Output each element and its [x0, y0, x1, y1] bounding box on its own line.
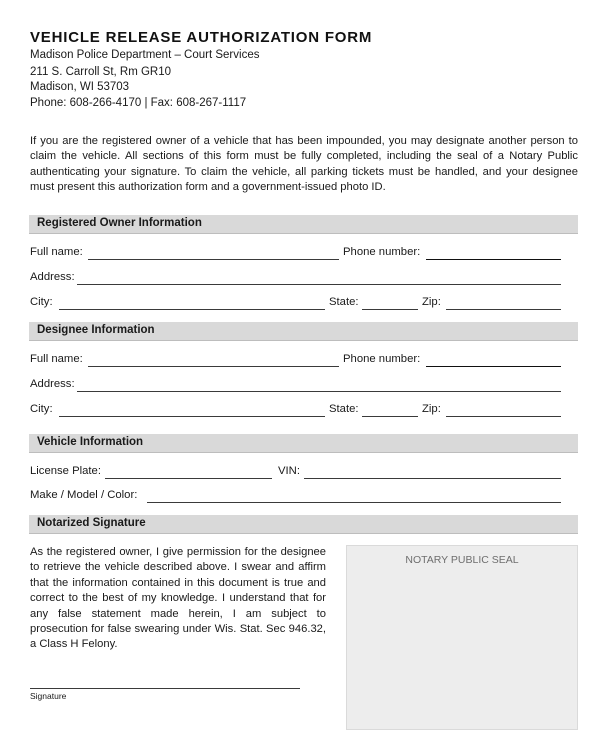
owner-full-name-field[interactable]: [88, 259, 339, 260]
notary-seal-label: NOTARY PUBLIC SEAL: [405, 554, 519, 566]
license-plate-label: License Plate:: [30, 465, 101, 477]
vin-label: VIN:: [278, 465, 300, 477]
owner-declaration: As the registered owner, I give permission for the designee to retrieve the vehicle described above. I swear and affirm that the information contained in this document is true and correct to the best of my knowledge. I understand that for any false statement made herein, I am subject to prosecution for false swearing under Wis. Stat. Sec 946.32, a Class H Felony.: [30, 546, 326, 651]
vehicle-section-header: [29, 434, 578, 453]
contact-info: Phone: 608-266-4170 | Fax: 608-267-1117: [30, 97, 247, 109]
signature-label: Signature: [30, 691, 67, 701]
city-state-zip: Madison, WI 53703: [30, 81, 130, 93]
owner-address-field[interactable]: [77, 284, 561, 285]
street-address: 211 S. Carroll St, Rm GR10: [30, 66, 172, 78]
owner-section-header: [29, 215, 578, 234]
designee-state-field[interactable]: [362, 416, 418, 417]
designee-full-name-field[interactable]: [88, 366, 339, 367]
designee-city-field[interactable]: [59, 416, 325, 417]
designee-state-label: State:: [329, 403, 359, 415]
owner-zip-label: Zip:: [422, 296, 441, 308]
designee-address-field[interactable]: [77, 391, 561, 392]
designee-address-label: Address:: [30, 378, 75, 390]
vin-field[interactable]: [304, 478, 561, 479]
owner-phone-label: Phone number:: [343, 246, 421, 258]
notary-section-header: [29, 515, 578, 534]
owner-city-label: City:: [30, 296, 53, 308]
signature-field[interactable]: [30, 688, 300, 689]
owner-address-label: Address:: [30, 271, 75, 283]
vehicle-section-title: Vehicle Information: [37, 436, 144, 448]
owner-phone-field[interactable]: [426, 259, 561, 260]
designee-zip-label: Zip:: [422, 403, 441, 415]
notary-section-title: Notarized Signature: [37, 517, 146, 529]
make-model-color-label: Make / Model / Color:: [30, 489, 138, 501]
form-title: VEHICLE RELEASE AUTHORIZATION FORM: [30, 29, 373, 46]
designee-zip-field[interactable]: [446, 416, 561, 417]
owner-zip-field[interactable]: [446, 309, 561, 310]
owner-full-name-label: Full name:: [30, 246, 83, 258]
designee-section-title: Designee Information: [37, 324, 155, 336]
designee-section-header: [29, 322, 578, 341]
intro-paragraph: If you are the registered owner of a vehicle that has been impounded, you may designate another person to claim the vehicle. All sections of this form must be fully completed, including the seal of a Notary Public authenticating your signature. To claim the vehicle, all parking tickets must be handled, and your designee must present this authorization form and a government-issued photo ID.: [30, 135, 578, 194]
make-model-color-field[interactable]: [147, 502, 561, 503]
license-plate-field[interactable]: [105, 478, 272, 479]
designee-city-label: City:: [30, 403, 53, 415]
owner-city-field[interactable]: [59, 309, 325, 310]
designee-phone-label: Phone number:: [343, 353, 421, 365]
designee-full-name-label: Full name:: [30, 353, 83, 365]
notary-seal-box: [346, 545, 578, 730]
owner-state-label: State:: [329, 296, 359, 308]
owner-state-field[interactable]: [362, 309, 418, 310]
department-name: Madison Police Department – Court Services: [30, 49, 260, 61]
owner-section-title: Registered Owner Information: [37, 217, 202, 229]
designee-phone-field[interactable]: [426, 366, 561, 367]
